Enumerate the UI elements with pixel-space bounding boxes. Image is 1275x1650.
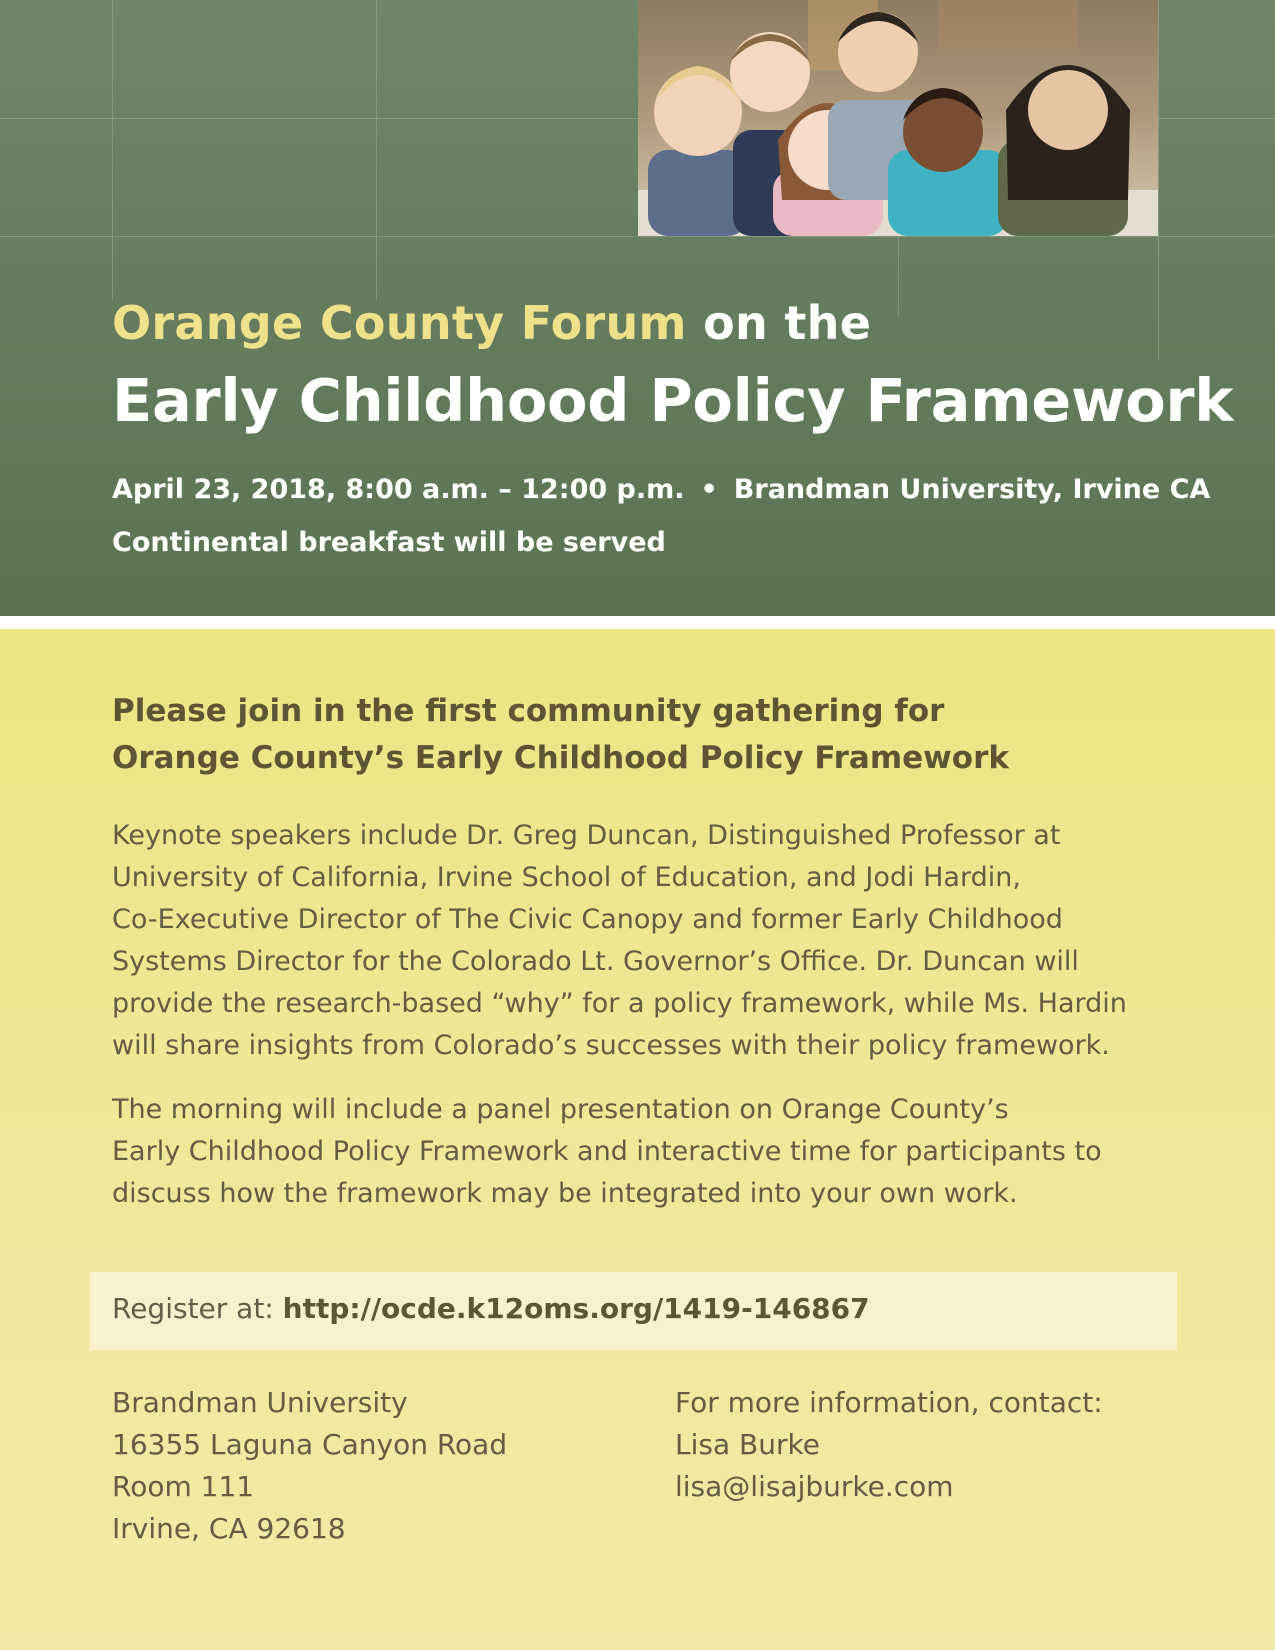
paragraph-line: The morning will include a panel presentation on Orange County’s (112, 1094, 1009, 1125)
breakfast-note: Continental breakfast will be served (112, 527, 666, 558)
grid-line (0, 236, 1275, 237)
keynote-paragraph (112, 815, 1172, 1067)
address-line: Room 111 (112, 1470, 255, 1503)
grid-line (898, 236, 899, 316)
contact-email-link[interactable]: lisa@lisajburke.com (675, 1470, 954, 1503)
framework-title: Early Childhood Policy Framework (112, 366, 1234, 435)
event-details (112, 474, 1210, 505)
grid-line (112, 0, 113, 300)
bullet-separator: • (700, 474, 718, 505)
contact-name: Lisa Burke (675, 1428, 820, 1461)
children-photo-icon (638, 0, 1158, 236)
address-line: Irvine, CA 92618 (112, 1512, 346, 1545)
paragraph-line: Systems Director for the Colorado Lt. Governor’s Office. Dr. Duncan will (112, 946, 1079, 977)
intro-line: Please join in the first community gathering for (112, 693, 945, 729)
paragraph-line: University of California, Irvine School of Education, and Jodi Hardin, (112, 862, 1021, 893)
header-banner (0, 0, 1275, 616)
register-bar (90, 1272, 1177, 1350)
paragraph-line: Keynote speakers include Dr. Greg Duncan, Distinguished Professor at (112, 820, 1061, 851)
register-label: Register at: (112, 1292, 283, 1325)
forum-title-accent: Orange County Forum (112, 296, 687, 350)
header-divider (0, 616, 1275, 629)
contact-info (675, 1382, 1103, 1508)
grid-line (0, 118, 638, 119)
forum-title-rest: on the (686, 296, 872, 350)
grid-line (376, 0, 377, 300)
register-link[interactable]: http://ocde.k12oms.org/1419-146867 (282, 1292, 870, 1325)
event-location: Brandman University, Irvine CA (733, 474, 1211, 505)
address-line: 16355 Laguna Canyon Road (112, 1428, 508, 1461)
forum-title (112, 296, 871, 350)
paragraph-line: discuss how the framework may be integrated into your own work. (112, 1178, 1018, 1209)
paragraph-line: will share insights from Colorado’s successes with their policy framework. (112, 1030, 1110, 1061)
venue-address (112, 1382, 507, 1550)
paragraph-line: provide the research-based “why” for a policy framework, while Ms. Hardin (112, 988, 1127, 1019)
contact-heading: For more information, contact: (675, 1386, 1103, 1419)
register-text (112, 1292, 870, 1325)
grid-line (1158, 118, 1275, 119)
intro-heading (112, 688, 1009, 782)
paragraph-line: Early Childhood Policy Framework and interactive time for participants to (112, 1136, 1102, 1167)
paragraph-line: Co-Executive Director of The Civic Canopy and former Early Childhood (112, 904, 1063, 935)
address-line: Brandman University (112, 1386, 408, 1419)
intro-line: Orange County’s Early Childhood Policy Framework (112, 740, 1010, 776)
children-group-photo (638, 0, 1158, 236)
grid-line (1158, 0, 1159, 360)
panel-paragraph (112, 1089, 1172, 1215)
event-date-time: April 23, 2018, 8:00 a.m. – 12:00 p.m. (112, 474, 685, 505)
